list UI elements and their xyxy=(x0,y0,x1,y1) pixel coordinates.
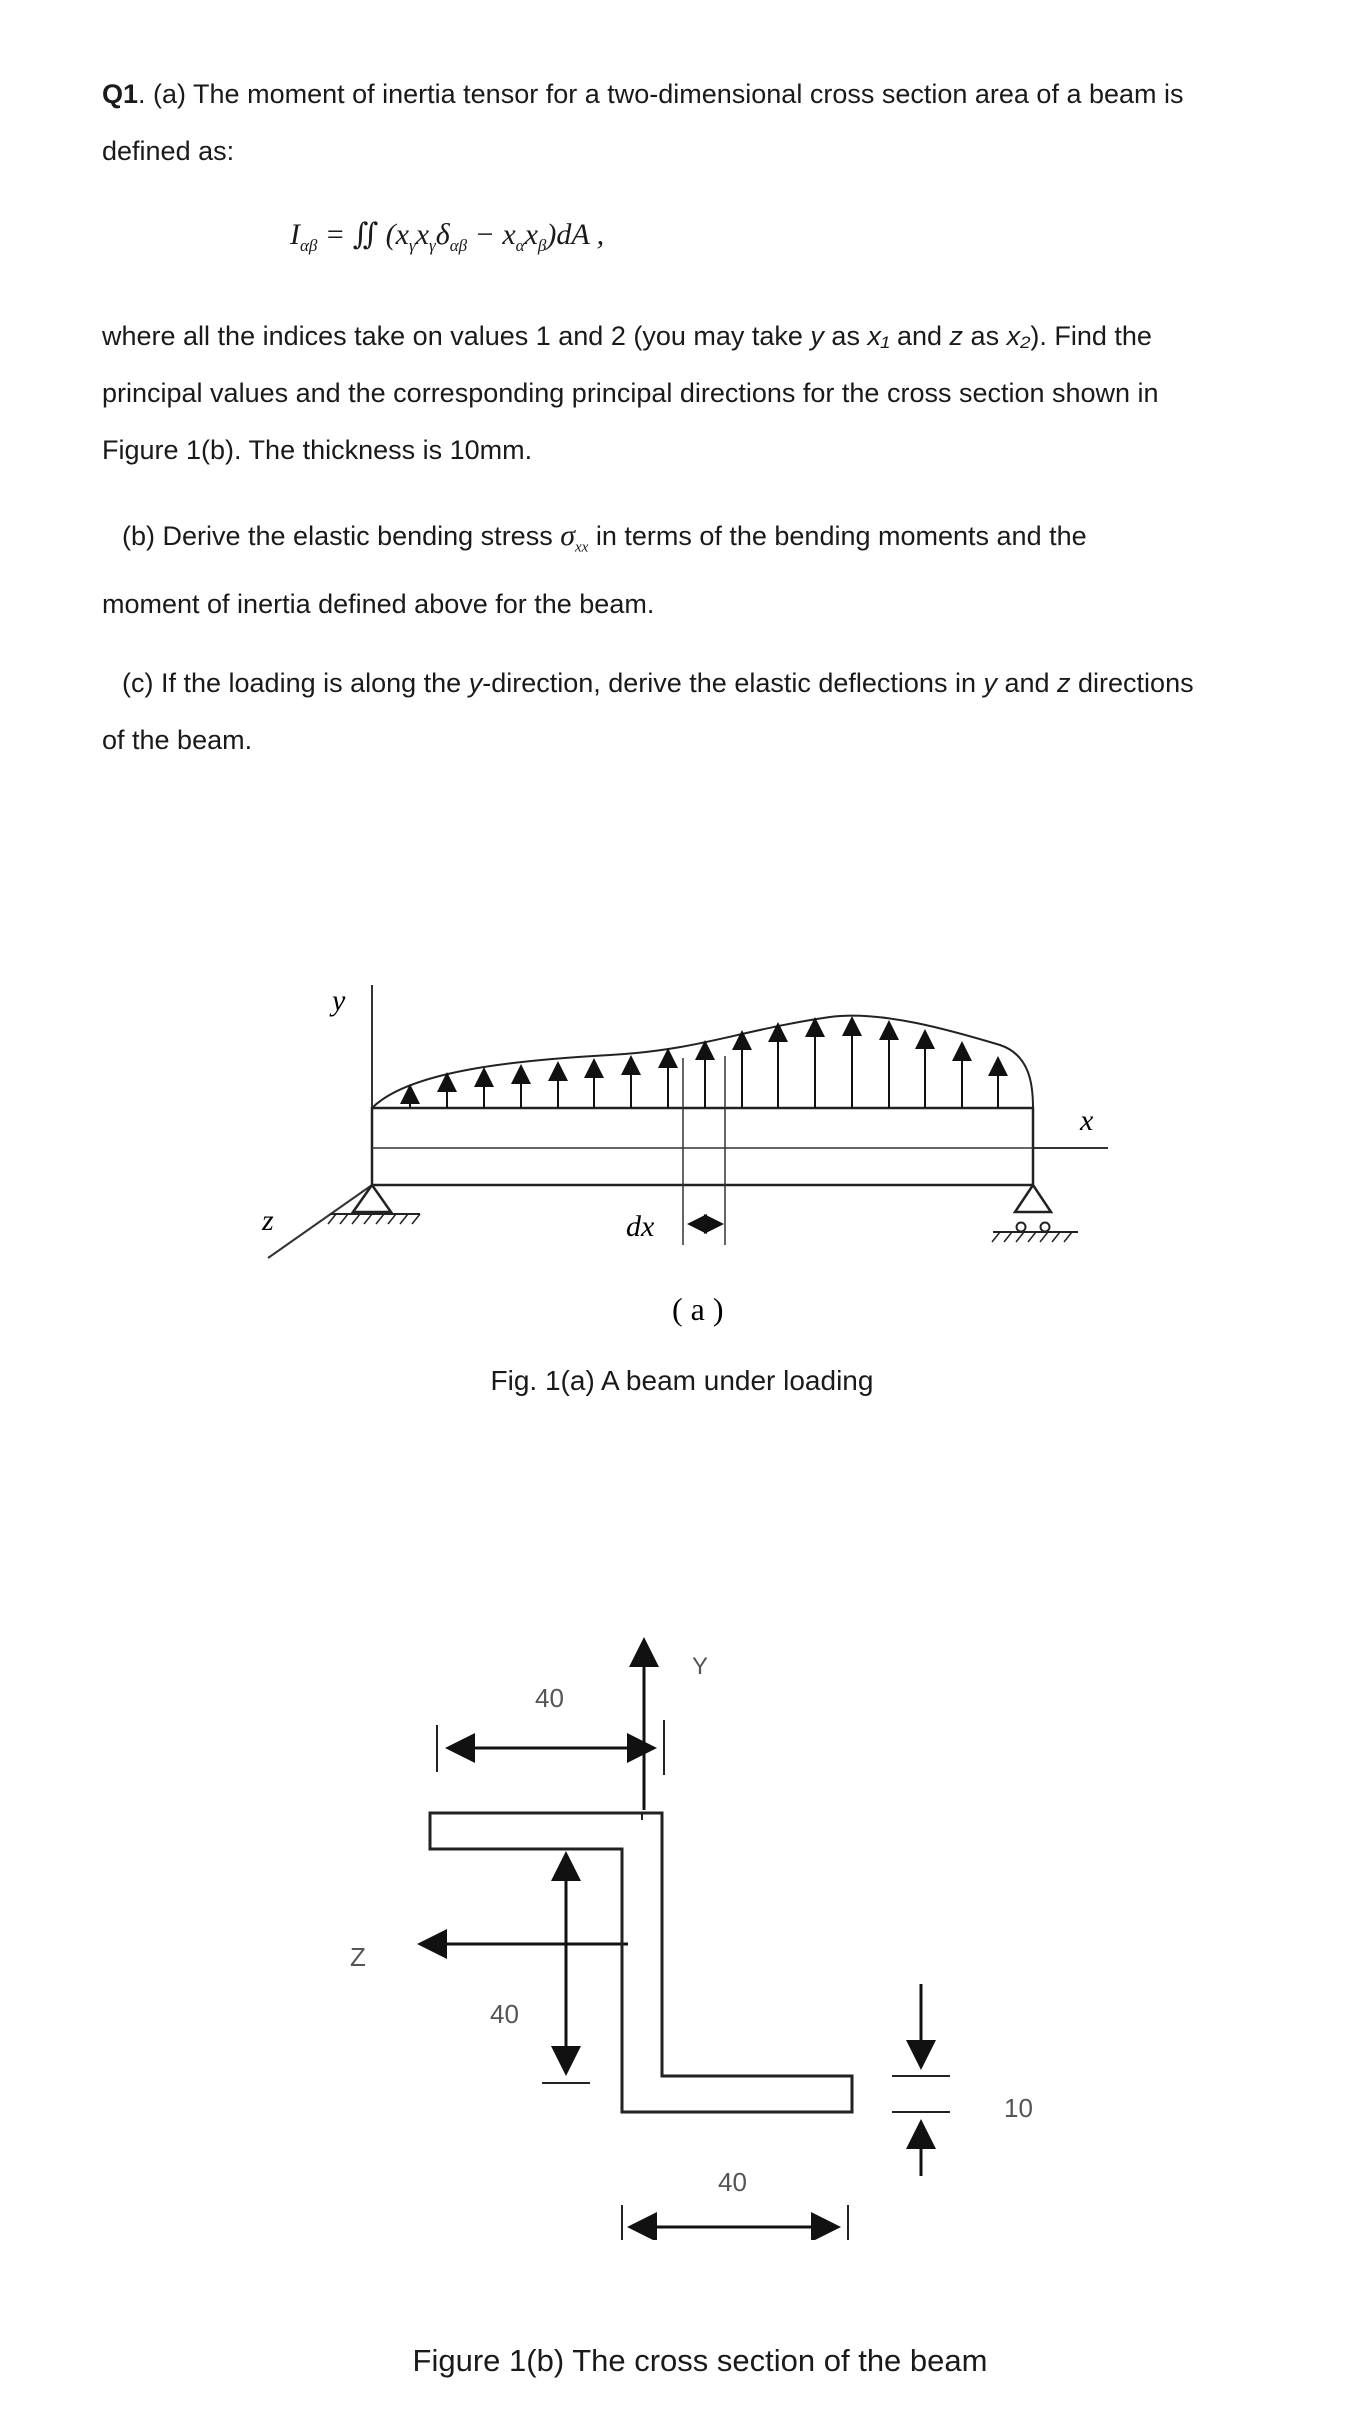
figure-1b-cross-section xyxy=(0,1600,1364,2240)
figure-1b-caption: Figure 1(b) The cross section of the beam xyxy=(412,2343,988,2378)
axis-x-label: x xyxy=(1080,1104,1094,1137)
dim-flange-height-label: 40 xyxy=(490,1999,519,2029)
part-a-where: where all the indices take on values 1 and 2 (you may take y as x₁ and z as x₂). Find the principal values and the corresponding principal directions for the cross section shown in Figure 1(b). The thickness is 10mm. xyxy=(102,321,1159,465)
part-b: (b) Derive the elastic bending stress $\sigma_{xx}$ in terms of the bending moments and the moment of inertia defined above for the beam. xyxy=(102,519,1087,620)
load-arrows xyxy=(410,1018,998,1108)
axis-z-label: z xyxy=(262,1204,274,1237)
part-c: (c) If the loading is along the y-direction, derive the elastic deflections in y and z directions of the beam. xyxy=(102,668,1194,755)
part-a-intro: Q1. (a) The moment of inertia tensor for a two-dimensional cross section area of a beam is defined as: xyxy=(102,79,1184,166)
axis-y-label: y xyxy=(332,984,346,1017)
pin-support xyxy=(353,1185,391,1212)
figure-1a-beam xyxy=(0,960,1364,1420)
load-curve xyxy=(372,1016,1033,1108)
roller-support xyxy=(1015,1185,1051,1212)
z-axis xyxy=(268,1185,372,1258)
axis-y-label: Y xyxy=(692,1653,709,1680)
axis-z-label: Z xyxy=(350,1942,366,1972)
dim-thickness-label: 10 xyxy=(1004,2093,1033,2123)
question-label: Q1 xyxy=(102,79,139,109)
dim-bottom-flange-label: 40 xyxy=(718,2167,747,2197)
inertia-formula: $I_{\alpha\beta}$ = ∬ $(x_\gamma x_\gamma\delta_{\alpha\beta} - x_\alpha x_\beta)dA$ , xyxy=(290,218,605,255)
figure-a-sublabel: ( a ) xyxy=(672,1291,724,1327)
dim-top-flange-label: 40 xyxy=(535,1683,564,1713)
section-outline xyxy=(430,1813,852,2112)
beam-body xyxy=(372,1108,1033,1185)
figure-1a-caption: Fig. 1(a) A beam under loading xyxy=(490,1365,874,1396)
dx-label: dx xyxy=(626,1210,655,1243)
